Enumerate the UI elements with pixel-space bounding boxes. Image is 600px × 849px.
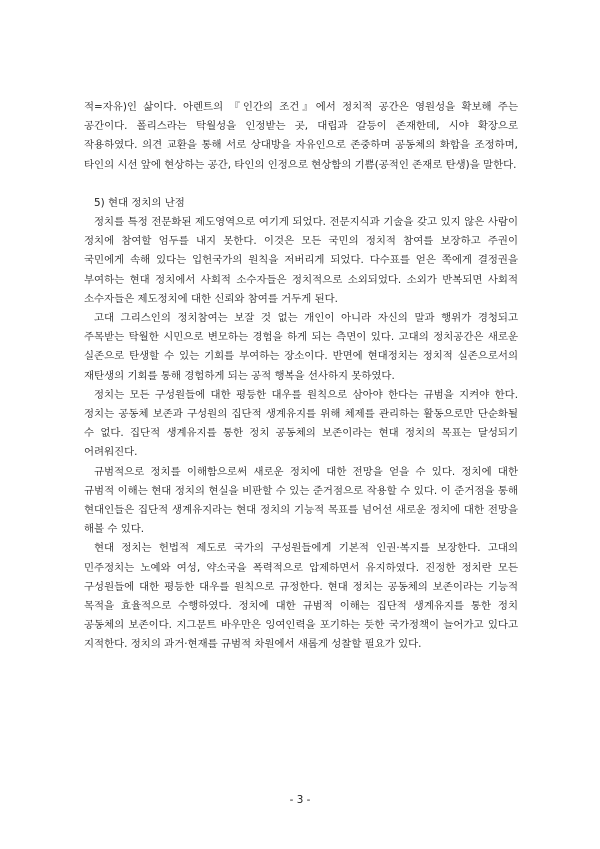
paragraph-gap <box>84 175 518 194</box>
body-paragraph: 규범적으로 정치를 이해함으로써 새로운 정치에 대한 전망을 얻을 수 있다. 정치에 대한 규범적 이해는 현대 정치의 현실을 비판할 수 있는 준거점으로 작용할 수 있다. 이 준거점을 통해 현대인들은 집단적 생계유지라는 현대 정치의 기능적 목표를 넘어선 새로운 정치에 대한 전망을 해볼 수 있다. <box>84 465 518 536</box>
body-paragraph: 정치는 모든 구성원들에 대한 평등한 대우를 원칙으로 삼아야 한다는 규범을 지켜야 한다. 정치는 공동체 보존과 구성원의 집단적 생계유지를 위해 체제를 관리하는 활동으로만 단순화될 수 없다. 집단적 생계유지를 통한 정치 공동체의 보존이라는 현대 정치의 목표는 달성되기 어려워진다. <box>84 388 518 459</box>
page-content <box>84 98 518 655</box>
section-heading: 5) 현대 정치의 난점 <box>94 196 185 209</box>
body-paragraph: 정치를 특정 전문화된 제도영역으로 여기게 되었다. 전문지식과 기술을 갖고 있지 않은 사람이 정치에 참여할 엄두를 내지 못한다. 이것은 모든 국민의 정치적 참여를 보장하고 주권이 국민에게 속해 있다는 입헌국가의 원칙을 저버리게 되었다. 다수표를 얻은 쪽에게 결정권을 부여하는 현대 정치에서 사회적 소수자들은 정치적으로 소외되었다. 소외가 반복되면 사회적 소수자들은 제도정치에 대한 신뢰와 참여를 거두게 된다. <box>84 216 518 305</box>
page-number: - 3 - <box>289 794 311 806</box>
body-paragraph: 고대 그리스인의 정치참여는 보잘 것 없는 개인이 아니라 자신의 말과 행위가 경청되고 주목받는 탁월한 시민으로 변모하는 경험을 하게 되는 측면이 있다. 고대의 정치공간은 새로운 실존으로 탄생할 수 있는 기회를 부여하는 장소이다. 반면에 현대정치는 정치적 실존으로서의 재탄생의 기회를 통해 경험하게 되는 공적 행복을 선사하지 못하였다. <box>84 312 518 382</box>
intro-paragraph: 적=자유)인 삶이다. 아렌트의 『인간의 조건』에서 정치적 공간은 영원성을 확보해 주는 공간이다. 폴리스라는 탁월성을 인정받는 곳, 대립과 갈등이 존재한데, 시야 확장으로 작용하였다. 의견 교환을 통해 서로 상대방을 자유인으로 존중하며 공동체의 화합을 조정하며, 타인의 시선 앞에 현상하는 공간, 타인의 인정으로 현상함의 기쁨(공적인 존재로 탄생)을 말한다. <box>84 101 518 171</box>
body-paragraph: 현대 정치는 헌법적 제도로 국가의 구성원들에게 기본적 인권·복지를 보장한다. 고대의 민주정치는 노예와 여성, 약소국을 폭력적으로 압제하면서 유지하였다. 진정한 정치란 모든 구성원들에 대한 평등한 대우를 원칙으로 규정한다. 현대 정치는 공동체의 보존이라는 기능적 목적을 효율적으로 수행하였다. 정치에 대한 규범적 이해는 집단적 생계유지를 통한 정치 공동체의 보존이다. 지그문트 바우만은 잉여인력을 포기하는 듯한 국가정책이 늘어가고 있다고 지적한다. 정치의 과거·현재를 규범적 차원에서 새롭게 성찰할 필요가 있다. <box>84 542 518 651</box>
